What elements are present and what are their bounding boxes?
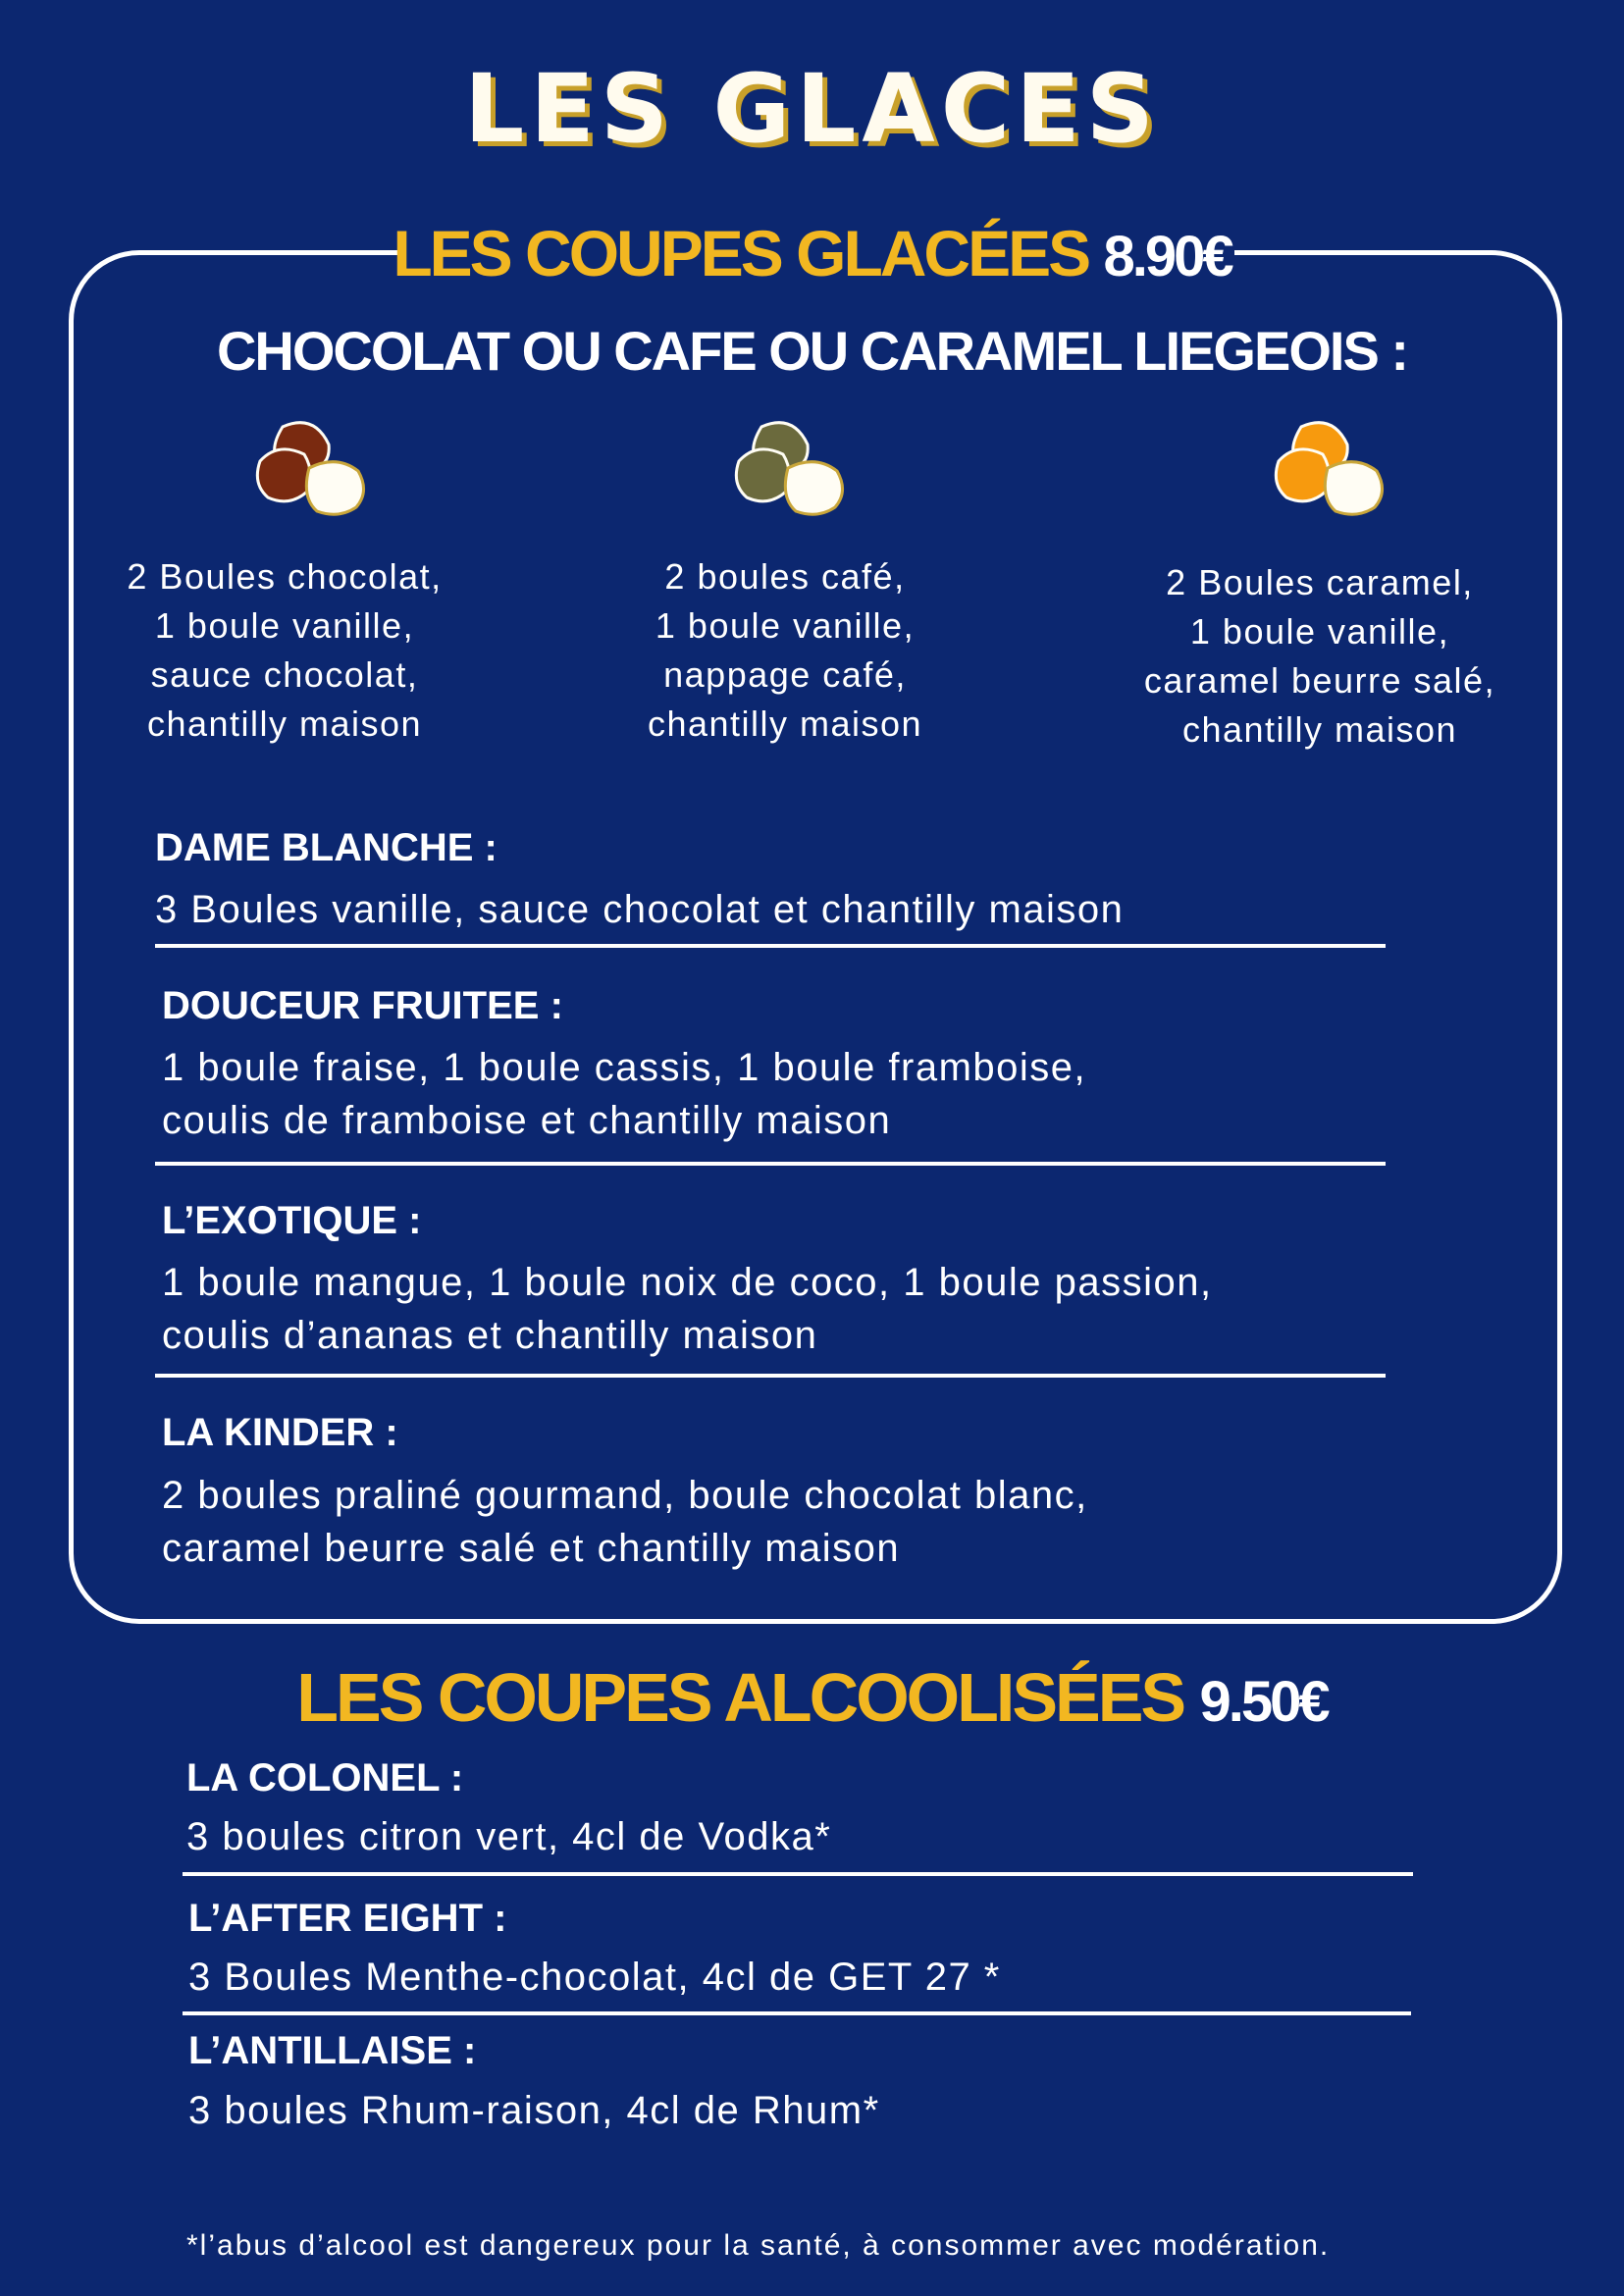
liegeois-subheading: CHOCOLAT OU CAFE OU CARAMEL LIEGEOIS : <box>216 320 1408 382</box>
divider <box>183 1872 1413 1876</box>
liegeois-cafe-description: 2 boules café, 1 boule vanille, nappage café, chantilly maison <box>647 556 923 744</box>
liegeois-caramel-description: 2 Boules caramel, 1 boule vanille, caramel beurre salé, chantilly maison <box>1143 562 1496 750</box>
coupes-alcoolisees-price: 9.50€ <box>1199 1670 1328 1734</box>
item-la-colonel-name: LA COLONEL : <box>186 1756 464 1800</box>
item-after-eight-description: 3 Boules Menthe-chocolat, 4cl de GET 27 * <box>188 1956 1001 1999</box>
chocolate-scoops-icon <box>250 417 378 525</box>
item-la-kinder-description: 2 boules praliné gourmand, boule chocolat blanc, caramel beurre salé et chantilly maison <box>162 1474 1088 1570</box>
divider <box>155 1162 1386 1166</box>
alcohol-warning-footnote: *l’abus d’alcool est dangereux pour la santé, à consommer avec modération. <box>186 2229 1331 2262</box>
liegeois-chocolat-description: 2 Boules chocolat, 1 boule vanille, sauce chocolat, chantilly maison <box>127 556 443 744</box>
divider <box>155 1374 1386 1378</box>
item-antillaise-name: L’ANTILLAISE : <box>188 2029 477 2072</box>
coupes-glacees-heading <box>0 216 1624 290</box>
divider <box>155 944 1386 948</box>
coupes-glacees-price: 8.90€ <box>1103 225 1231 288</box>
item-douceur-fruitee-description: 1 boule fraise, 1 boule cassis, 1 boule framboise, coulis de framboise et chantilly maison <box>162 1046 1087 1142</box>
caramel-scoops-icon <box>1269 417 1396 525</box>
item-dame-blanche-description: 3 Boules vanille, sauce chocolat et chantilly maison <box>155 888 1125 931</box>
item-after-eight-name: L’AFTER EIGHT : <box>188 1897 507 1940</box>
item-douceur-fruitee-name: DOUCEUR FRUITEE : <box>162 984 563 1027</box>
divider <box>183 2011 1411 2015</box>
item-antillaise-description: 3 boules Rhum-raison, 4cl de Rhum* <box>188 2089 880 2132</box>
page-title: LES GLACES <box>464 54 1160 164</box>
item-dame-blanche-name: DAME BLANCHE : <box>155 826 498 869</box>
item-exotique-name: L’EXOTIQUE : <box>162 1199 422 1242</box>
item-la-kinder-name: LA KINDER : <box>162 1411 398 1454</box>
coupes-glacees-title: LES COUPES GLACÉES <box>393 217 1089 289</box>
item-la-colonel-description: 3 boules citron vert, 4cl de Vodka* <box>186 1815 832 1858</box>
coupes-alcoolisees-heading <box>0 1658 1624 1737</box>
coffee-scoops-icon <box>729 417 857 525</box>
item-exotique-description: 1 boule mangue, 1 boule noix de coco, 1 boule passion, coulis d’ananas et chantilly maison <box>162 1261 1213 1357</box>
coupes-alcoolisees-title: LES COUPES ALCOOLISÉES <box>296 1659 1184 1736</box>
